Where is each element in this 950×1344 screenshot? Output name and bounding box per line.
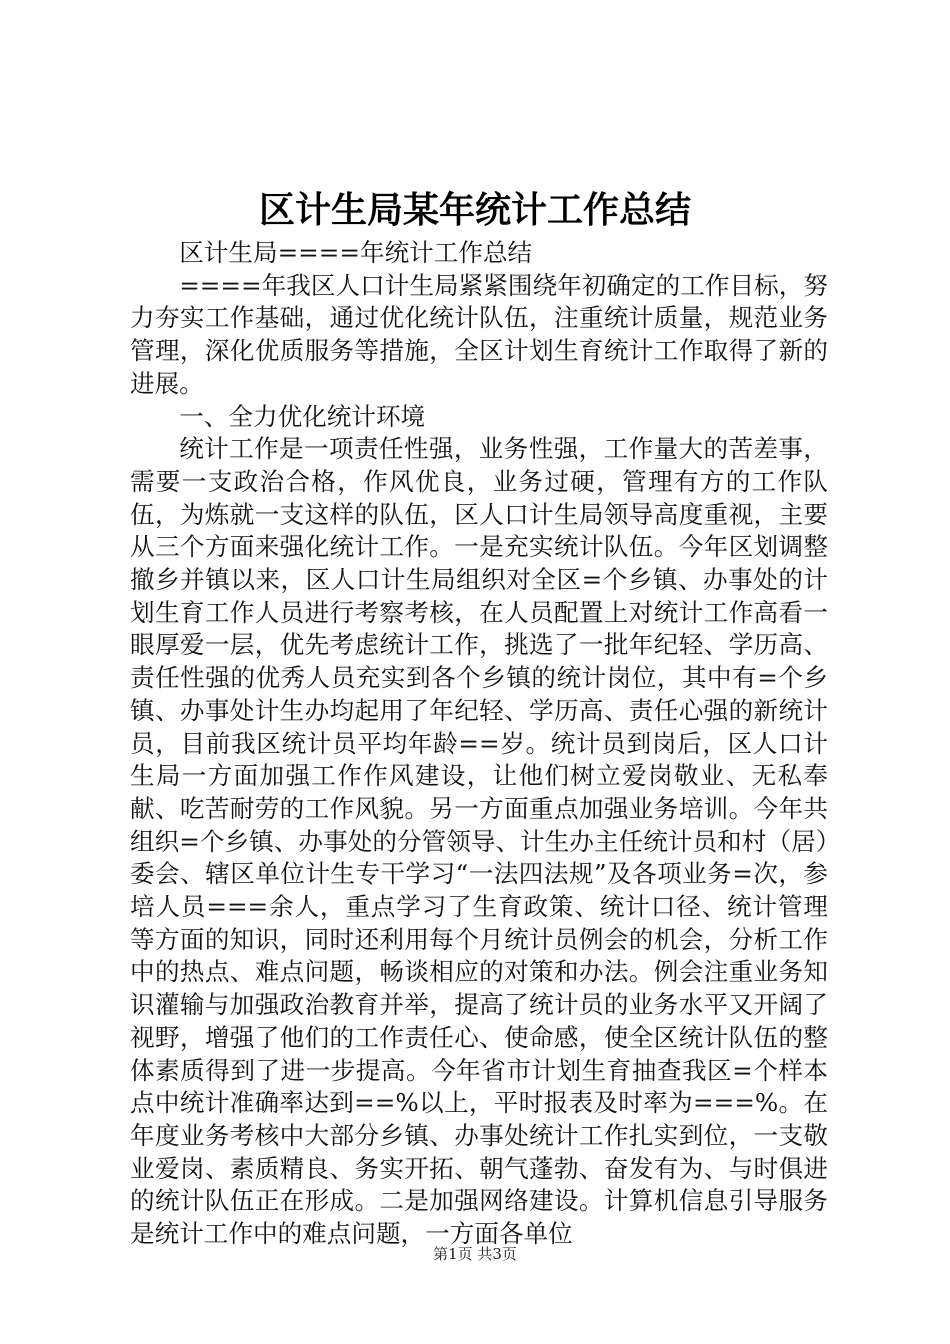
page-footer: 第1页 共3页	[433, 1245, 517, 1263]
document-title: 区计生局某年统计工作总结	[258, 189, 691, 231]
paragraph-main: 统计工作是一项责任性强，业务性强，工作量大的苦差事，需要一支政治合格，作风优良，业务过硬，管理有方的工作队伍，为炼就一支这样的队伍，区人口计生局领导高度重视，主要从三个方面来强化统计工作。一是充实统计队伍。今年区划调整撤乡并镇以来，区人口计生局组织对全区=个乡镇、办事处的计划生育工作人员进行考察考核，在人员配置上对统计工作高看一眼厚爱一层，优先考虑统计工作，挑选了一批年纪轻、学历高、责任性强的优秀人员充实到各个乡镇的统计岗位，其中有=个乡镇、办事处计生办均起用了年纪轻、学历高、责任心强的新统计员，目前我区统计员平均年龄==岁。统计员到岗后，区人口计生局一方面加强工作作风建设，让他们树立爱岗敬业、无私奉献、吃苦耐劳的工作风貌。另一方面重点加强业务培训。今年共组织=个乡镇、办事处的分管领导、计生办主任统计员和村（居）委会、辖区单位计生专干学习“一法四法规”及各项业务=次，参培人员===余人，重点学习了生育政策、统计口径、统计管理等方面的知识，同时还利用每个月统计员例会的机会，分析工作中的热点、难点问题，畅谈相应的对策和办法。例会注重业务知识灌输与加强政治教育并举，提高了统计员的业务水平又开阔了视野，增强了他们的工作责任心、使命感，使全区统计队伍的整体素质得到了进一步提高。今年省市计划生育抽查我区=个样本点中统计准确率达到==%以上，平时报表及时率为===%。在年度业务考核中大部分乡镇、办事处统计工作扎实到位，一支敬业爱岗、素质精良、务实开拓、朝气蓬勃、奋发有为、与时俱进的统计队伍正在形成。二是加强网络建设。计算机信息引导服务是统计工作中的难点问题，一方面各单位	[130, 434, 828, 1249]
paragraph-intro: ====年我区人口计生局紧紧围绕年初确定的工作目标，努力夯实工作基础，通过优化统计队伍，注重统计质量，规范业务管理，深化优质服务等措施，全区计划生育统计工作取得了新的进展。	[130, 270, 828, 398]
document-body	[130, 237, 828, 1251]
section-heading: 一、全力优化统计环境	[179, 401, 426, 431]
paragraph-subtitle: 区计生局====年统计工作总结	[179, 238, 533, 267]
